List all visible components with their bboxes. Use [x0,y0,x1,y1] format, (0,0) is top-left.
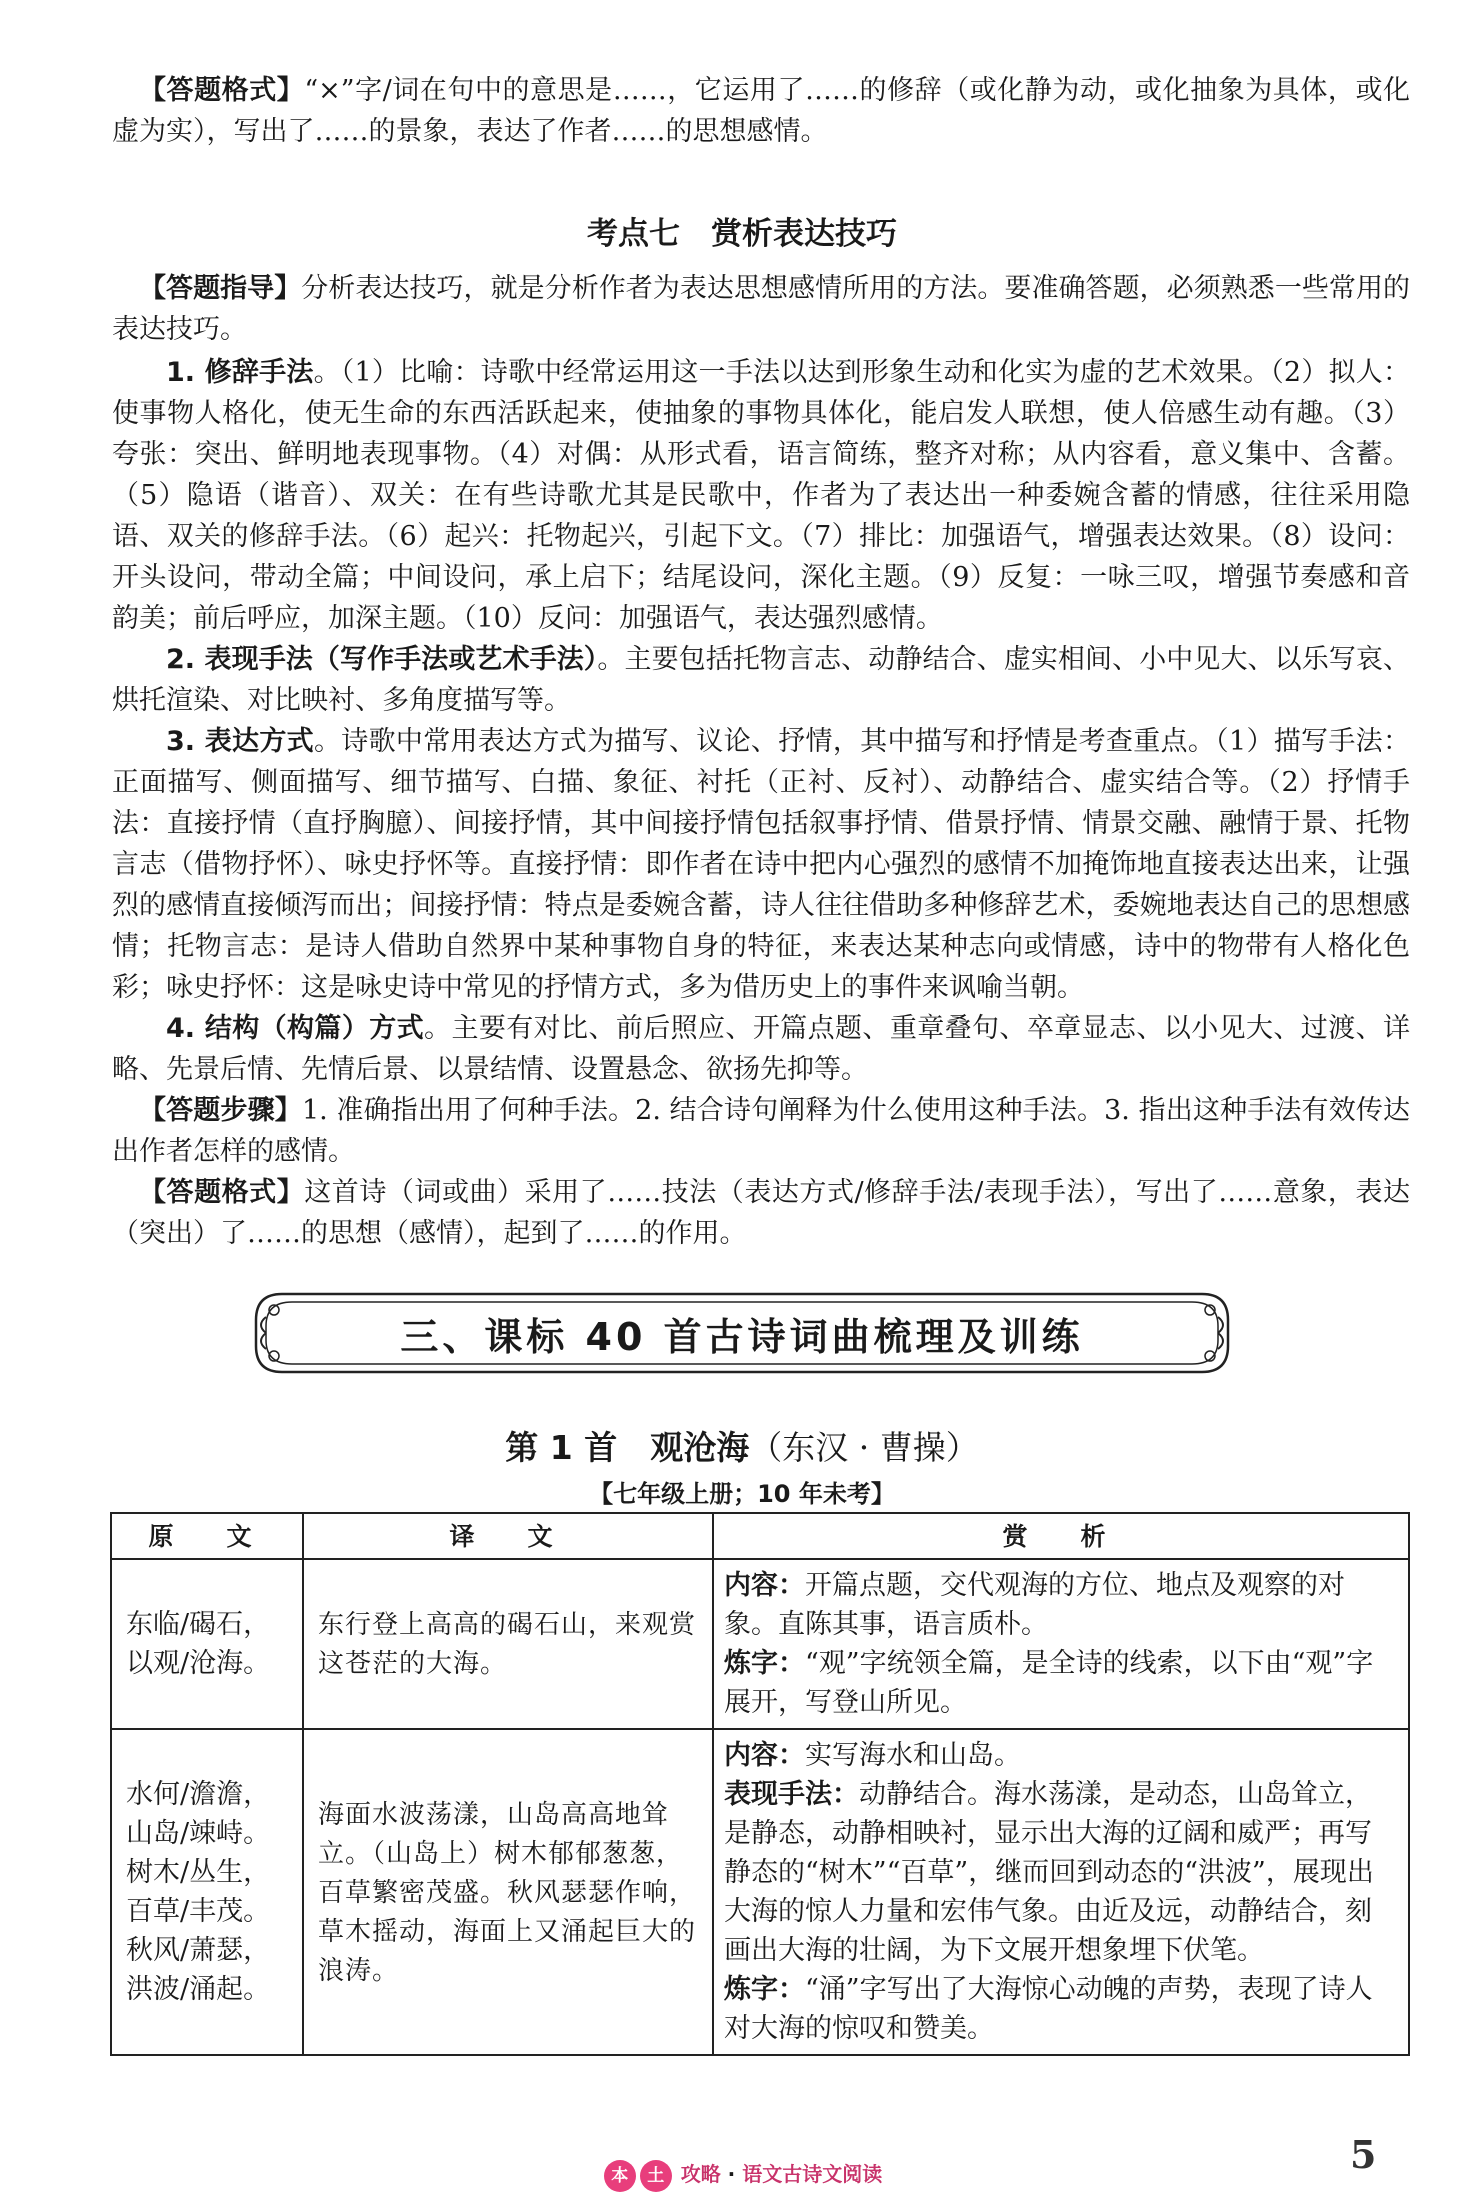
header-analysis: 赏 析 [713,1513,1409,1559]
technique-item-4 [112,1008,1410,1090]
analysis-text: 开篇点题，交代观海的方位、地点及观察的对象。直陈其事，语言质朴。 [724,1570,1345,1640]
technique-item-1-text: 。（1）比喻：诗歌中经常运用这一手法以达到形象生动和化实为虚的艺术效果。（2）拟人：使事物人格化，使无生命的东西活跃起来，使抽象的事物具体化，能启发人联想，使人倍感生动有趣。（3）夸张：突出、鲜明地表现事物。（4）对偶：从形式看，语言简练，整齐对称；从内容看，意义集中、含蓄。（5）隐语（谐音）、双关：在有些诗歌尤其是民歌中，作者为了表达出一种委婉含蓄的情感，往往采用隐语、双关的修辞手法。（6）起兴：托物起兴，引起下文。（7）排比：加强语气，增强表达效果。（8）设问：开头设问，带动全篇；中间设问，承上启下；结尾设问，深化主题。（9）反复：一咏三叹，增强节奏感和音韵美；前后呼应，加深主题。（10）反问：加强语气，表达强烈感情。 [112,357,1410,634]
format-label-1: 【答题格式】 [139,75,305,106]
poem-author: （东汉 · 曹操） [749,1428,979,1467]
analysis-text: 动静结合。海水荡漾，是动态，山岛耸立，是静态，动静相映衬，显示出大海的辽阔和威严；再写静态的“树木”“百草”，继而回到动态的“洪波”，展现出大海的惊人力量和宏伟气象。由近及远，动静结合，刻画出大海的壮阔，为下文展开想象埋下伏笔。 [724,1779,1374,1966]
original-line: 以观/沧海。 [126,1648,271,1679]
footer-book-title: 语文古诗文阅读 [742,2162,883,2186]
poem-analysis-table [110,1512,1410,2056]
analysis-label: 炼字： [724,1974,805,2005]
technique-item-4-label: 4. 结构（构篇）方式 [166,1013,425,1044]
row-2-original [111,1729,303,2055]
analysis-label: 表现手法： [724,1779,859,1810]
analysis-text: “涌”字写出了大海惊心动魄的声势，表现了诗人对大海的惊叹和赞美。 [724,1974,1373,2044]
row-2-analysis [713,1729,1409,2055]
analysis-label: 内容： [724,1740,805,1771]
guide-text: 分析表达技巧，就是分析作者为表达思想感情所用的方法。要准确答题，必须熟悉一些常用的表达技巧。 [112,273,1411,345]
brand-logo-icon: 本 [604,2160,636,2192]
page-footer [0,2158,1484,2192]
original-line: 洪波/涌起。 [126,1974,271,2005]
format-block-1 [112,70,1410,152]
original-line: 秋风/萧瑟， [126,1935,271,1966]
technique-item-2 [112,639,1410,721]
table-header-row [111,1513,1409,1559]
footer-separator: · [727,2162,736,2186]
poem-title [0,1422,1484,1469]
poem-grade-note: 【七年级上册；10 年未考】 [589,1480,895,1508]
original-line: 山岛/竦峙。 [126,1818,271,1849]
technique-item-4-text: 。主要有对比、前后照应、开篇点题、重章叠句、卒章显志、以小见大、过渡、详略、先景后情、先情后景、以景结情、设置悬念、欲扬先抑等。 [112,1013,1411,1085]
guide-label: 【答题指导】 [139,273,302,304]
format-text-2: 这首诗（词或曲）采用了……技法（表达方式/修辞手法/表现手法），写出了……意象，表达（突出）了……的思想（感情），起到了……的作用。 [112,1177,1410,1249]
technique-item-3 [112,721,1410,1008]
format-label-2: 【答题格式】 [139,1177,305,1208]
analysis-label: 炼字： [724,1648,805,1679]
header-original: 原 文 [111,1513,303,1559]
technique-item-1-label: 1. 修辞手法 [166,357,314,388]
format-block-2 [112,1172,1410,1254]
steps-block [112,1090,1410,1172]
table-row [111,1559,1409,1729]
banner-title: 三、课标 40 首古诗词曲梳理及训练 [400,1314,1084,1359]
technique-item-3-label: 3. 表达方式 [166,726,314,757]
technique-item-2-text: 。主要包括托物言志、动静结合、虚实相间、小中见大、以乐写哀、烘托渲染、对比映衬、多角度描写等。 [112,644,1410,716]
original-line: 百草/丰茂。 [126,1896,271,1927]
steps-text: 1. 准确指出用了何种手法。2. 结合诗句阐释为什么使用这种手法。3. 指出这种手法有效传达出作者怎样的感情。 [112,1095,1411,1167]
guide-block [112,268,1410,350]
table-row [111,1729,1409,2055]
original-line: 东临/碣石， [126,1609,271,1640]
analysis-text: “观”字统领全篇，是全诗的线索，以下由“观”字展开，写登山所见。 [724,1648,1374,1718]
analysis-text: 实写海水和山岛。 [805,1740,1021,1771]
row-1-translation: 东行登上高高的碣石山，来观赏这苍茫的大海。 [303,1559,713,1729]
brand-logo-icon: 土 [640,2160,672,2192]
page-number: 5 [1350,2132,1377,2177]
row-2-translation: 海面水波荡漾，山岛高高地耸立。（山岛上）树木郁郁葱葱，百草繁密茂盛。秋风瑟瑟作响，草木摇动，海面上又涌起巨大的浪涛。 [303,1729,713,2055]
format-text-1: “×”字/词在句中的意思是……，它运用了……的修辞（或化静为动，或化抽象为具体，或化虚为实），写出了……的景象，表达了作者……的思想感情。 [112,75,1411,147]
steps-label: 【答题步骤】 [139,1095,302,1126]
original-line: 树木/丛生， [126,1857,271,1888]
poem-number-title: 第 1 首 观沧海 [505,1428,750,1467]
technique-item-1 [112,352,1410,639]
technique-item-3-text: 。诗歌中常用表达方式为描写、议论、抒情，其中描写和抒情是考查重点。（1）描写手法：正面描写、侧面描写、细节描写、白描、象征、衬托（正衬、反衬）、动静结合、虚实结合等。（2）抒情手法：直接抒情（直抒胸臆）、间接抒情，其中间接抒情包括叙事抒情、借景抒情、情景交融、融情于景、托物言志（借物抒怀）、咏史抒怀等。直接抒情：即作者在诗中把内心强烈的感情不加掩饰地直接表达出来，让强烈的感情直接倾泻而出；间接抒情：特点是委婉含蓄，诗人往往借助多种修辞艺术，委婉地表达自己的思想感情；托物言志：是诗人借助自然界中某种事物自身的特征，来表达某种志向或情感，诗中的物带有人格化色彩；咏史抒怀：这是咏史诗中常见的抒情方式，多为借历史上的事件来讽喻当朝。 [112,726,1410,1003]
header-translation: 译 文 [303,1513,713,1559]
footer-brand: 攻略 [680,2162,721,2186]
original-line: 水何/澹澹， [126,1779,271,1810]
analysis-label: 内容： [724,1570,805,1601]
row-1-analysis [713,1559,1409,1729]
chapter-banner [252,1290,1232,1376]
section-seven-title: 考点七 赏析表达技巧 [587,216,897,252]
row-1-original [111,1559,303,1729]
technique-item-2-label: 2. 表现手法（写作手法或艺术手法） [166,644,598,675]
